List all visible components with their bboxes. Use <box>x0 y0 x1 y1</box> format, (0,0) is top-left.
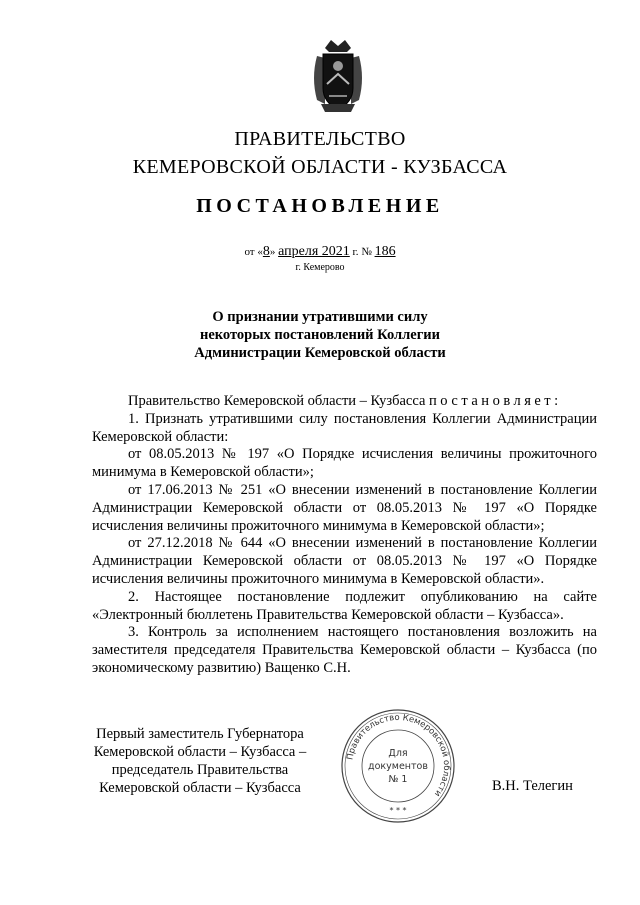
signatory-name: В.Н. Телегин <box>492 778 573 794</box>
date-line <box>0 244 640 260</box>
subject-line2: некоторых постановлений Коллегии <box>199 327 441 343</box>
date-month-year: апреля 2021 <box>278 244 350 259</box>
signatory-line2: Кемеровской области – Кузбасса – <box>93 744 307 760</box>
document-type: ПОСТАНОВЛЕНИЕ <box>196 195 444 217</box>
date-middle: » <box>269 246 276 258</box>
date-year-suffix: г. <box>352 246 359 258</box>
government-title-line2: КЕМЕРОВСКОЙ ОБЛАСТИ - КУЗБАССА <box>132 156 508 178</box>
date-prefix: от « <box>244 246 263 258</box>
intro-paragraph <box>92 393 597 411</box>
date-day: 8 <box>262 244 270 259</box>
seal-stars: * * * <box>389 806 407 815</box>
number-label: № <box>361 246 372 258</box>
item-3: 3. Контроль за исполнением настоящего постановления возложить на заместителя председателя Правительства Кемеровской области – Кузбасса (по экономическому развитию) Ващенко С.Н. <box>92 624 597 676</box>
document-number: 186 <box>374 244 396 259</box>
coat-of-arms-emblem <box>303 38 373 118</box>
city: г. Кемерово <box>295 262 345 273</box>
subject-line3: Администрации Кемеровской области <box>194 345 446 361</box>
intro-verb: постановляет: <box>429 393 562 409</box>
seal-center-line3: № 1 <box>388 774 408 785</box>
official-seal-stamp <box>338 706 458 826</box>
government-title-line1: ПРАВИТЕЛЬСТВО <box>234 128 406 150</box>
signatory-line3: председатель Правительства <box>111 762 289 778</box>
item-2: 2. Настоящее постановление подлежит опубликованию на сайте «Электронный бюллетень Правительства Кемеровской области – Кузбасса». <box>92 588 597 623</box>
item-1: 1. Признать утратившими силу постановления Коллегии Администрации Кемеровской области: <box>92 410 597 445</box>
document-body <box>92 393 597 678</box>
seal-center-line2: документов <box>368 761 428 772</box>
seal-ring-text: Правительство Кемеровской области <box>345 712 452 799</box>
signatory-title <box>80 725 320 797</box>
subject-line1: О признании утратившими силу <box>212 309 428 325</box>
item-1-sub-2: от 17.06.2013 № 251 «О внесении изменений в постановление Коллегии Администрации Кемеровской области от 08.05.2013 № 197 «О Порядке исчисления величины прожиточного минимума в Кемеровской области»; <box>92 481 597 534</box>
item-1-sub-1: от 08.05.2013 № 197 «О Порядке исчисления величины прожиточного минимума в Кемеровской области»; <box>92 446 597 481</box>
document-subject <box>0 308 640 362</box>
signatory-line1: Первый заместитель Губернатора <box>96 726 304 742</box>
item-1-sub-3: от 27.12.2018 № 644 «О внесении изменений в постановление Коллегии Администрации Кемеровской области от 08.05.2013 № 197 «О Порядке исчисления величины прожиточного минимума в Кемеровской области». <box>92 535 597 587</box>
seal-center-line1: Для <box>388 748 408 759</box>
signatory-line4: Кемеровской области – Кузбасса <box>99 780 301 796</box>
intro-text: Правительство Кемеровской области – Кузбасса <box>128 393 426 409</box>
